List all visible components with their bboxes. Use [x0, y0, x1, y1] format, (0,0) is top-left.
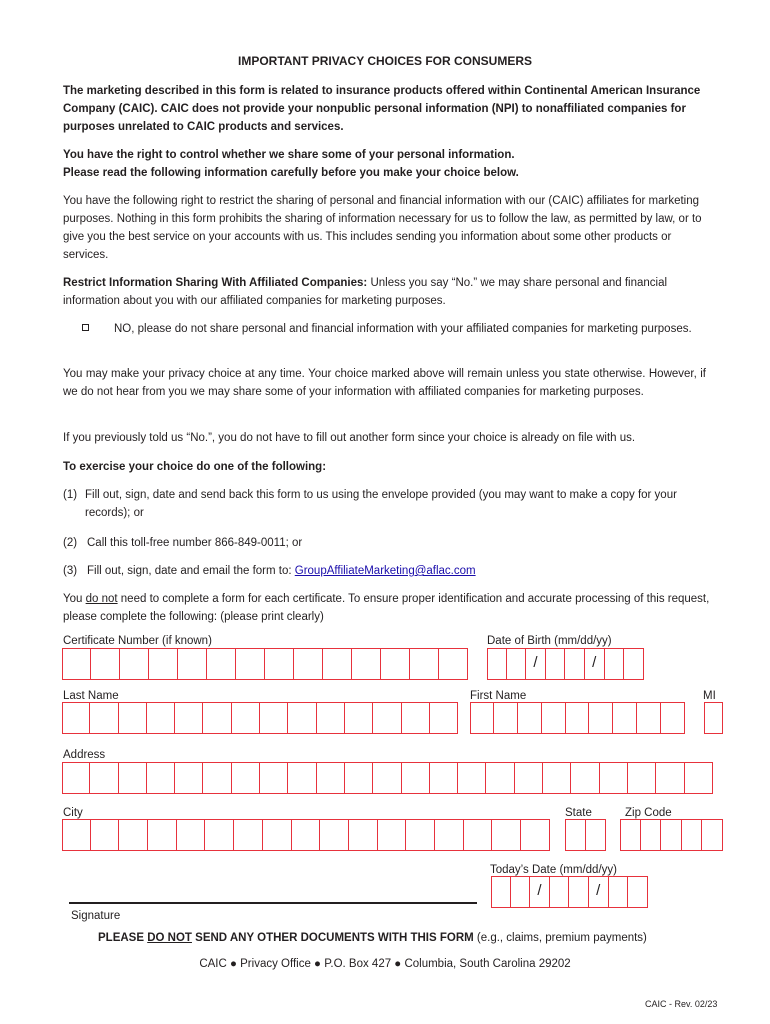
- char-box[interactable]: [526, 648, 546, 680]
- restrict-rights-paragraph: You have the following right to restrict the sharing of personal and financial information with our (CAIC) affiliates for marketing purposes. Nothing in this form prohibits the sharing of information necessary for us to follow the law, as permitted by law, or to give you the best service on your accounts with us. This includes sending you information about some other products or services.: [63, 195, 702, 261]
- todays-date-field[interactable]: [491, 876, 648, 908]
- char-box[interactable]: [605, 648, 625, 680]
- char-box[interactable]: [62, 819, 91, 851]
- option-3-prefix: Fill out, sign, date and email the form to:: [87, 565, 295, 577]
- char-box[interactable]: [62, 702, 90, 734]
- char-box[interactable]: [90, 702, 118, 734]
- char-box[interactable]: [585, 648, 605, 680]
- last-name-label: Last Name: [63, 690, 119, 702]
- char-box[interactable]: [439, 648, 468, 680]
- zip-code-field[interactable]: [620, 819, 723, 851]
- char-box[interactable]: [494, 702, 518, 734]
- footer-notice-main: SEND ANY OTHER DOCUMENTS WITH THIS FORM: [191, 932, 474, 944]
- zip-code-label: Zip Code: [625, 807, 672, 819]
- signature-label: Signature: [71, 910, 121, 922]
- char-box[interactable]: [464, 819, 493, 851]
- char-box[interactable]: [203, 762, 231, 794]
- right-statement-line1: You have the right to control whether we share some of your personal information.: [63, 149, 515, 161]
- char-box[interactable]: [149, 648, 178, 680]
- option-1-number: (1): [63, 489, 78, 501]
- char-box[interactable]: [600, 762, 628, 794]
- char-box[interactable]: [288, 762, 316, 794]
- footer-notice: [98, 929, 647, 947]
- char-box[interactable]: [507, 648, 527, 680]
- char-box[interactable]: [492, 819, 521, 851]
- char-box[interactable]: [486, 762, 514, 794]
- char-box[interactable]: [147, 762, 175, 794]
- char-box[interactable]: [147, 702, 175, 734]
- char-box[interactable]: [661, 702, 685, 734]
- footer-notice-do-not: DO NOT: [147, 932, 192, 944]
- instructions-paragraph: [63, 590, 713, 626]
- char-box[interactable]: [402, 762, 430, 794]
- email-link[interactable]: GroupAffiliateMarketing@aflac.com: [294, 565, 476, 577]
- todays-date-label: Today’s Date (mm/dd/yy): [490, 864, 617, 876]
- privacy-choice-paragraph: You may make your privacy choice at any time. Your choice marked above will remain unless you state otherwise. However, if we do not hear from you we may share some of your information with affiliated companies for marketing purposes.: [63, 368, 706, 398]
- char-box[interactable]: [236, 648, 265, 680]
- address-field[interactable]: [62, 762, 713, 794]
- char-box[interactable]: [656, 762, 684, 794]
- char-box[interactable]: [543, 762, 571, 794]
- char-box[interactable]: [91, 819, 120, 851]
- char-box[interactable]: [487, 648, 507, 680]
- page-title: IMPORTANT PRIVACY CHOICES FOR CONSUMERS: [237, 54, 533, 68]
- char-box[interactable]: [628, 762, 656, 794]
- char-box[interactable]: [491, 876, 511, 908]
- char-box[interactable]: [569, 876, 589, 908]
- instructions-prefix: You: [63, 593, 86, 605]
- char-box[interactable]: [292, 819, 321, 851]
- char-box[interactable]: [203, 702, 231, 734]
- footer-notice-examples: (e.g., claims, premium payments): [473, 932, 647, 944]
- date-of-birth-field[interactable]: [487, 648, 644, 680]
- intro-statement: The marketing described in this form is related to insurance products offered within Continental American Insurance Company (CAIC). CAIC does not provide your nonpublic personal information (NPI) to nonaffiliated companies for purposes unrelated to CAIC products and services.: [63, 85, 701, 133]
- toll-free-number: 866-849-0011: [214, 537, 286, 549]
- option-3-number: (3): [63, 565, 78, 577]
- middle-initial-field[interactable]: [704, 702, 723, 734]
- char-box[interactable]: [345, 762, 373, 794]
- char-box[interactable]: [177, 819, 206, 851]
- certificate-number-label: Certificate Number (if known): [63, 635, 212, 647]
- char-box[interactable]: [207, 648, 236, 680]
- char-box[interactable]: [435, 819, 464, 851]
- char-box[interactable]: [373, 702, 401, 734]
- char-box[interactable]: [406, 819, 435, 851]
- char-box[interactable]: [515, 762, 543, 794]
- char-box[interactable]: [148, 819, 177, 851]
- date-separator: /: [596, 882, 601, 899]
- restrict-heading: Restrict Information Sharing With Affiliated Companies:: [63, 277, 368, 289]
- char-box[interactable]: [565, 648, 585, 680]
- date-separator: /: [533, 654, 538, 671]
- char-box[interactable]: [530, 876, 550, 908]
- char-box[interactable]: [518, 702, 542, 734]
- char-box[interactable]: [119, 702, 147, 734]
- char-box[interactable]: [546, 648, 566, 680]
- char-box[interactable]: [175, 762, 203, 794]
- state-label: State: [565, 807, 592, 819]
- char-box[interactable]: [378, 819, 407, 851]
- char-box[interactable]: [345, 702, 373, 734]
- address-label: Address: [63, 749, 106, 761]
- char-box[interactable]: [565, 819, 586, 851]
- option-2-suffix: ; or: [285, 537, 303, 549]
- char-box[interactable]: [410, 648, 439, 680]
- char-box[interactable]: [637, 702, 661, 734]
- char-box[interactable]: [589, 876, 609, 908]
- char-box[interactable]: [205, 819, 234, 851]
- first-name-field[interactable]: [470, 702, 685, 734]
- char-box[interactable]: [352, 648, 381, 680]
- option-1-text: Fill out, sign, date and send back this form to us using the envelope provided (you may want to make a copy for your records); or: [85, 489, 677, 519]
- char-box[interactable]: [232, 702, 260, 734]
- middle-initial-label: MI: [703, 690, 716, 702]
- date-separator: /: [592, 654, 597, 671]
- right-statement-line2: Please read the following information carefully before you make your choice below.: [63, 167, 519, 179]
- restrict-text: Unless you say “No.” we may share personal and financial information about you with our affiliated companies for marketing purposes.: [63, 277, 668, 307]
- option-2-text: [87, 534, 302, 552]
- char-box[interactable]: [586, 819, 607, 851]
- signature-line[interactable]: [69, 902, 477, 904]
- restrict-sharing-paragraph: [63, 274, 713, 310]
- option-2-number: (2): [63, 537, 78, 549]
- mailing-address: CAIC ● Privacy Office ● P.O. Box 427 ● Columbia, South Carolina 29202: [199, 958, 571, 970]
- char-box[interactable]: [704, 702, 723, 734]
- char-box[interactable]: [521, 819, 550, 851]
- char-box[interactable]: [260, 762, 288, 794]
- state-field[interactable]: [565, 819, 606, 851]
- char-box[interactable]: [349, 819, 378, 851]
- char-box[interactable]: [402, 702, 430, 734]
- char-box[interactable]: [234, 819, 263, 851]
- char-box[interactable]: [323, 648, 352, 680]
- exercise-heading: To exercise your choice do one of the following:: [63, 461, 327, 473]
- char-box[interactable]: [263, 819, 292, 851]
- char-box[interactable]: [288, 702, 316, 734]
- opt-out-checkbox[interactable]: [82, 324, 89, 331]
- form-revision: CAIC - Rev. 02/23: [645, 999, 718, 1009]
- char-box[interactable]: [620, 819, 641, 851]
- instructions-suffix: need to complete a form for each certificate. To ensure proper identification and accurate processing of this request, please complete the following: (please print clearly): [63, 593, 710, 623]
- previously-told-paragraph: If you previously told us “No.”, you do not have to fill out another form since your choice is already on file with us.: [63, 432, 636, 444]
- char-box[interactable]: [317, 702, 345, 734]
- char-box[interactable]: [641, 819, 662, 851]
- char-box[interactable]: [294, 648, 323, 680]
- footer-notice-prefix: PLEASE: [98, 932, 148, 944]
- char-box[interactable]: [609, 876, 629, 908]
- char-box[interactable]: [685, 762, 713, 794]
- char-box[interactable]: [628, 876, 648, 908]
- instructions-do-not: do not: [85, 593, 118, 605]
- date-of-birth-label: Date of Birth (mm/dd/yy): [487, 635, 612, 647]
- char-box[interactable]: [511, 876, 531, 908]
- option-2-prefix: Call this toll-free number: [87, 537, 215, 549]
- city-field[interactable]: [62, 819, 550, 851]
- char-box[interactable]: [119, 762, 147, 794]
- char-box[interactable]: [62, 648, 91, 680]
- char-box[interactable]: [320, 819, 349, 851]
- char-box[interactable]: [90, 762, 118, 794]
- city-label: City: [63, 807, 83, 819]
- char-box[interactable]: [260, 702, 288, 734]
- char-box[interactable]: [381, 648, 410, 680]
- opt-out-checkbox-label: NO, please do not share personal and financial information with your affiliated companies for marketing purposes.: [114, 323, 692, 335]
- char-box[interactable]: [232, 762, 260, 794]
- char-box[interactable]: [589, 702, 613, 734]
- char-box[interactable]: [613, 702, 637, 734]
- char-box[interactable]: [542, 702, 566, 734]
- char-box[interactable]: [178, 648, 207, 680]
- char-box[interactable]: [458, 762, 486, 794]
- char-box[interactable]: [373, 762, 401, 794]
- char-box[interactable]: [470, 702, 494, 734]
- char-box[interactable]: [430, 762, 458, 794]
- first-name-label: First Name: [470, 690, 527, 702]
- char-box[interactable]: [120, 648, 149, 680]
- char-box[interactable]: [62, 762, 90, 794]
- char-box[interactable]: [265, 648, 294, 680]
- char-box[interactable]: [661, 819, 682, 851]
- char-box[interactable]: [566, 702, 590, 734]
- char-box[interactable]: [175, 702, 203, 734]
- char-box[interactable]: [91, 648, 120, 680]
- char-box[interactable]: [119, 819, 148, 851]
- char-box[interactable]: [624, 648, 644, 680]
- option-3-text: [87, 562, 476, 580]
- char-box[interactable]: [702, 819, 723, 851]
- char-box[interactable]: [430, 702, 458, 734]
- last-name-field[interactable]: [62, 702, 458, 734]
- certificate-number-field[interactable]: [62, 648, 468, 680]
- char-box[interactable]: [550, 876, 570, 908]
- date-separator: /: [537, 882, 542, 899]
- char-box[interactable]: [682, 819, 703, 851]
- char-box[interactable]: [571, 762, 599, 794]
- char-box[interactable]: [317, 762, 345, 794]
